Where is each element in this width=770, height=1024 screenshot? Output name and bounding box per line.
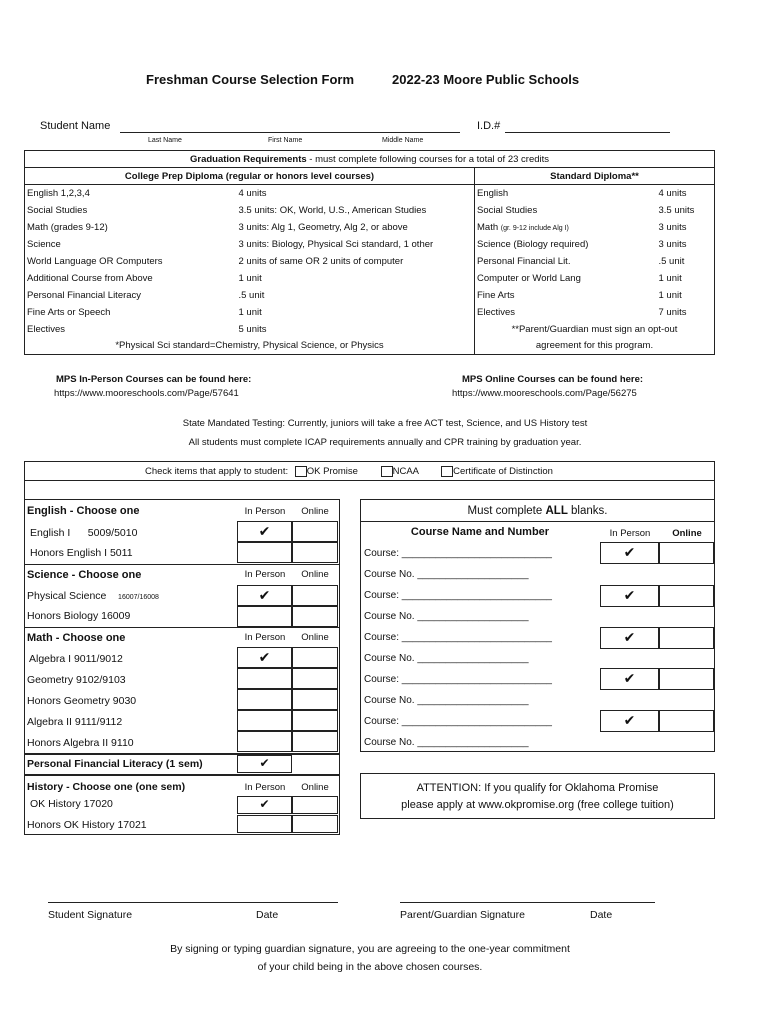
col-in-person: In Person [244,506,286,517]
english-2-in-person-box[interactable] [237,542,292,563]
std-note-2: agreement for this program. [475,338,715,355]
std-subject: English [475,185,657,202]
cp-units: 3.5 units: OK, World, U.S., American Studies [238,204,427,216]
history-2-label: Honors OK History 17021 [27,819,147,831]
graduation-requirements-table [24,150,715,355]
col-online: Online [301,569,329,580]
col-in-person: In Person [244,569,286,580]
form-title: Freshman Course Selection Form [146,72,355,87]
elective-3-online-box[interactable] [659,627,714,649]
math-5-in-person-box[interactable] [237,731,292,752]
std-subject: Personal Financial Lit. [475,253,657,270]
cp-subject: Science [27,238,61,250]
elective-4-course-no[interactable]: Course No. ____________________ [364,695,529,706]
ok-promise-label: OK Promise [306,466,358,478]
ncaa-checkbox[interactable] [381,466,393,477]
math-2-in-person-box[interactable] [237,668,292,689]
must-complete-note: Must complete ALL blanks. [467,505,608,517]
math-5-label: Honors Algebra II 9110 [27,737,134,749]
history-1-online-box[interactable] [292,796,338,814]
student-date-label: Date [256,909,279,921]
std-subject: Fine Arts [475,287,657,304]
last-name-caption: Last Name [148,137,182,144]
science-2-online-box[interactable] [292,606,338,627]
middle-name-caption: Middle Name [382,137,424,144]
course-name-number-header: Course Name and Number [410,526,550,538]
college-prep-title: College Prep Diploma (regular or honors level courses) [25,168,475,185]
math-4-in-person-box[interactable] [237,710,292,731]
first-name-caption: First Name [268,137,303,144]
footer-line-2: of your child being in the above chosen courses. [257,961,483,973]
col-in-person: In Person [244,632,286,643]
std-subject: Computer or World Lang [475,270,657,287]
math-3-in-person-box[interactable] [237,689,292,710]
distinction-checkbox[interactable] [441,466,453,477]
english-title: English - Choose one [27,505,140,517]
math-1-in-person-check[interactable]: ✔ [237,647,292,668]
pfl-in-person-check[interactable]: ✔ [237,755,292,773]
in-person-title: MPS In-Person Courses can be found here: [56,374,252,385]
attention-box [360,773,715,819]
cp-units: .5 unit [238,289,265,301]
cp-units: 1 unit [238,306,262,318]
cp-subject: Social Studies [27,204,88,216]
std-subject: Social Studies [475,202,657,219]
math-2-online-box[interactable] [292,668,338,689]
cp-subject: Math (grades 9-12) [27,221,108,233]
std-units: 7 units [658,306,687,318]
elective-2-course-no[interactable]: Course No. ____________________ [364,611,529,622]
science-1-label: Physical Science 16007/16008 [27,590,159,602]
science-2-in-person-box[interactable] [237,606,292,627]
std-subject: Electives [475,304,657,321]
check-items-spacer [24,481,715,499]
elective-4-in-person-check[interactable]: ✔ [600,668,659,690]
student-signature-label: Student Signature [48,909,133,921]
footer-line-1: By signing or typing guardian signature, you are agreeing to the one-year commitment [170,943,570,955]
math-4-label: Algebra II 9111/9112 [27,716,123,728]
math-3-online-box[interactable] [292,689,338,710]
std-subject: Math (gr. 9-12 include Alg I) [475,219,657,236]
cp-units: 3 units: Alg 1, Geometry, Alg 2, or above [238,221,408,233]
math-4-online-box[interactable] [292,710,338,731]
guardian-signature-line[interactable] [400,902,655,903]
elective-3-course-no[interactable]: Course No. ____________________ [364,653,529,664]
ok-promise-checkbox[interactable] [295,466,307,477]
col-in-person: In Person [244,782,286,793]
science-1-in-person-check[interactable]: ✔ [237,585,292,606]
cp-subject: English 1,2,3,4 [27,187,90,199]
testing-line-1: State Mandated Testing: Currently, juniors will take a free ACT test, Science, and US History test [182,418,588,429]
std-units: 3 units [658,238,687,250]
cp-units: 1 unit [238,272,262,284]
distinction-label: Certificate of Distinction [453,466,553,478]
pfl-title: Personal Financial Literacy (1 sem) [27,758,203,770]
english-1-online-box[interactable] [292,521,338,542]
std-note-1: **Parent/Guardian must sign an opt-out [475,321,715,338]
online-title: MPS Online Courses can be found here: [462,374,644,385]
elective-2-in-person-check[interactable]: ✔ [600,585,659,607]
math-3-label: Honors Geometry 9030 [27,695,137,707]
elective-2-online-box[interactable] [659,585,714,607]
history-title: History - Choose one (one sem) [27,781,186,793]
testing-line-2: All students must complete ICAP requirements annually and CPR training by graduation year. [188,437,582,448]
id-label: I.D.# [477,120,501,132]
english-2-label: Honors English I 5011 [30,547,133,559]
elective-3-course[interactable]: Course: ___________________________ [364,632,552,643]
std-units: .5 unit [658,255,685,267]
elective-1-in-person-check[interactable]: ✔ [600,542,659,564]
std-units: 3.5 units [658,204,695,216]
elective-5-course[interactable]: Course: ___________________________ [364,716,552,727]
cp-units: 4 units [238,187,267,199]
elective-5-in-person-check[interactable]: ✔ [600,710,659,732]
math-1-label: Algebra I 9011/9012 [29,653,123,665]
elective-1-course[interactable]: Course: ___________________________ [364,548,552,559]
col-online: Online [301,632,329,643]
check-items-bar [24,461,715,481]
cp-units: 5 units [238,323,267,335]
math-title: Math - Choose one [27,632,126,644]
cp-units: 2 units of same OR 2 units of computer [238,255,404,267]
math-5-online-box[interactable] [292,731,338,752]
standard-diploma-title: Standard Diploma** [475,168,715,185]
elective-1-course-no[interactable]: Course No. ____________________ [364,569,529,580]
school-year-title: 2022-23 Moore Public Schools [392,72,580,87]
divider [24,564,340,565]
history-1-in-person-check[interactable]: ✔ [237,796,292,814]
col-online: Online [301,506,329,517]
cp-subject: Electives [27,323,66,335]
cp-subject: Additional Course from Above [27,272,153,284]
ncaa-label: NCAA [392,466,419,478]
divider [24,627,340,628]
english-1-in-person-check[interactable]: ✔ [237,521,292,542]
guardian-signature-label: Parent/Guardian Signature [400,909,525,921]
online-link[interactable]: https://www.mooreschools.com/Page/56275 [452,388,637,399]
history-2-online-box[interactable] [292,815,338,833]
divider [360,521,715,522]
std-units: 3 units [658,221,687,233]
history-2-in-person-box[interactable] [237,815,292,833]
std-subject: Science (Biology required) [475,236,657,253]
student-name-field[interactable] [120,132,460,133]
attention-line-2[interactable]: please apply at www.okpromise.org (free college tuition) [401,799,674,811]
science-title: Science - Choose one [27,569,142,581]
std-units: 1 unit [658,289,682,301]
english-1-label: English I 5009/5010 [30,527,138,539]
attention-line-1: ATTENTION: If you qualify for Oklahoma Promise [416,782,659,794]
cp-subject: Personal Financial Literacy [27,289,142,301]
col-in-person: In Person [609,528,651,539]
math-1-online-box[interactable] [292,647,338,668]
science-1-online-box[interactable] [292,585,338,606]
cp-subject: World Language OR Computers [27,255,163,267]
col-online: Online [672,528,702,539]
divider [24,753,340,755]
std-units: 4 units [658,187,687,199]
math-2-label: Geometry 9102/9103 [27,674,126,686]
student-name-label: Student Name [40,120,111,132]
guardian-date-label: Date [590,909,613,921]
grad-heading: Graduation Requirements - must complete following courses for a total of 23 credits [25,151,715,168]
elective-5-course-no[interactable]: Course No. ____________________ [364,737,529,748]
check-items-label: Check items that apply to student: [145,466,289,478]
elective-4-course[interactable]: Course: ___________________________ [364,674,552,685]
elective-2-course[interactable]: Course: ___________________________ [364,590,552,601]
elective-5-online-box[interactable] [659,710,714,732]
cp-units: 3 units: Biology, Physical Sci standard, 1 other [238,238,434,250]
science-2-label: Honors Biology 16009 [27,610,131,622]
elective-3-in-person-check[interactable]: ✔ [600,627,659,649]
cp-subject: Fine Arts or Speech [27,306,111,318]
in-person-link[interactable]: https://www.mooreschools.com/Page/57641 [54,388,239,399]
col-online: Online [301,782,329,793]
id-field[interactable] [505,132,670,133]
std-units: 1 unit [658,272,682,284]
elective-1-online-box[interactable] [659,542,714,564]
english-2-online-box[interactable] [292,542,338,563]
elective-4-online-box[interactable] [659,668,714,690]
divider [24,774,340,776]
cp-note: *Physical Sci standard=Chemistry, Physical Science, or Physics [115,340,384,352]
history-1-label: OK History 17020 [30,798,113,810]
student-signature-line[interactable] [48,902,338,903]
